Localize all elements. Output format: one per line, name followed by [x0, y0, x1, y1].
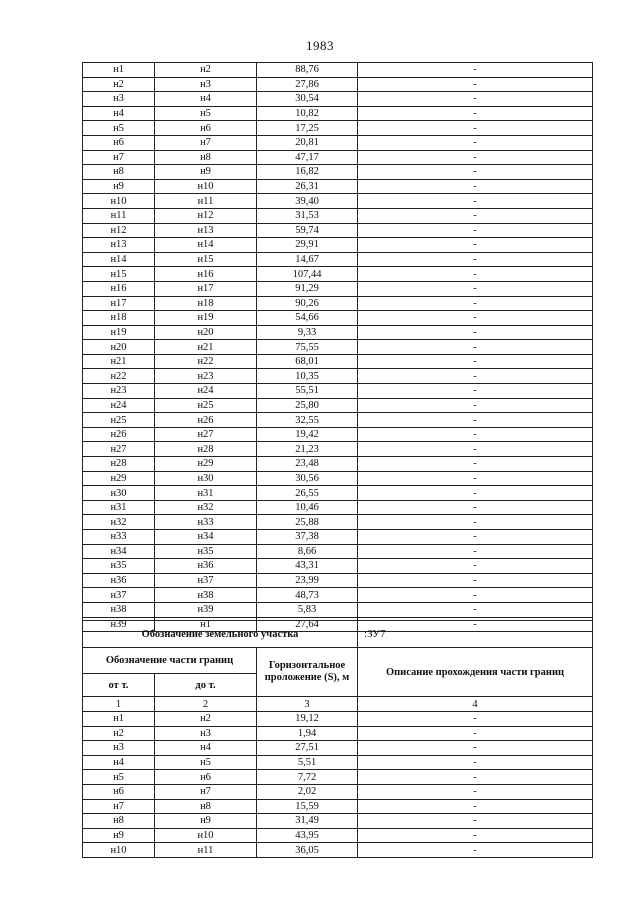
to-point-cell: н38: [155, 588, 257, 603]
to-point-cell: н6: [155, 121, 257, 136]
from-point-cell: н24: [83, 398, 155, 413]
to-point-cell: н13: [155, 223, 257, 238]
from-point-cell: н21: [83, 354, 155, 369]
table-row: [83, 340, 593, 355]
to-point-cell: н27: [155, 427, 257, 442]
from-point-cell: н8: [83, 814, 155, 829]
length-cell: 31,53: [257, 208, 358, 223]
table-row: [83, 311, 593, 326]
to-point-cell: н21: [155, 340, 257, 355]
to-point-cell: н24: [155, 384, 257, 399]
length-cell: 30,54: [257, 92, 358, 107]
from-point-cell: н30: [83, 486, 155, 501]
table-row: [83, 559, 593, 574]
table-row: [83, 267, 593, 282]
to-point-cell: н6: [155, 770, 257, 785]
description-cell: -: [358, 486, 593, 501]
table-row: [83, 712, 593, 727]
length-cell: 7,72: [257, 770, 358, 785]
to-point-cell: н28: [155, 442, 257, 457]
from-point-cell: н1: [83, 712, 155, 727]
table-row: [83, 223, 593, 238]
from-point-cell: н9: [83, 828, 155, 843]
description-cell: -: [358, 457, 593, 472]
table-row: [83, 843, 593, 858]
description-cell: -: [358, 92, 593, 107]
length-cell: 75,55: [257, 340, 358, 355]
to-point-cell: н5: [155, 755, 257, 770]
column-number-row: [83, 697, 593, 712]
length-cell: 88,76: [257, 63, 358, 78]
from-point-cell: н5: [83, 121, 155, 136]
length-cell: 23,99: [257, 573, 358, 588]
table-row: [83, 442, 593, 457]
table-row: [83, 427, 593, 442]
to-point-cell: н34: [155, 530, 257, 545]
from-point-cell: н32: [83, 515, 155, 530]
description-cell: -: [358, 471, 593, 486]
description-cell: -: [358, 281, 593, 296]
from-point-cell: н11: [83, 208, 155, 223]
description-cell: -: [358, 150, 593, 165]
description-cell: -: [358, 427, 593, 442]
table-row: [83, 92, 593, 107]
from-point-cell: н10: [83, 194, 155, 209]
table-row: [83, 828, 593, 843]
parcel-header: [83, 621, 593, 712]
column-number: 4: [358, 697, 593, 712]
table-row: [83, 165, 593, 180]
description-cell: -: [358, 588, 593, 603]
to-point-cell: н11: [155, 843, 257, 858]
description-cell: -: [358, 770, 593, 785]
from-point-cell: н37: [83, 588, 155, 603]
to-point-cell: н1: [155, 617, 257, 632]
from-point-cell: н26: [83, 427, 155, 442]
to-point-cell: н29: [155, 457, 257, 472]
description-cell: -: [358, 63, 593, 78]
description-cell: -: [358, 267, 593, 282]
length-cell: 90,26: [257, 296, 358, 311]
description-cell: -: [358, 500, 593, 515]
table-row: [83, 63, 593, 78]
table-row: [83, 457, 593, 472]
from-point-cell: н6: [83, 784, 155, 799]
column-number: 1: [83, 697, 155, 712]
to-point-cell: н11: [155, 194, 257, 209]
description-cell: -: [358, 384, 593, 399]
description-cell: -: [358, 573, 593, 588]
from-point-cell: н7: [83, 150, 155, 165]
length-cell: 15,59: [257, 799, 358, 814]
length-cell: 30,56: [257, 471, 358, 486]
to-point-cell: н35: [155, 544, 257, 559]
description-cell: -: [358, 559, 593, 574]
length-cell: 19,42: [257, 427, 358, 442]
length-cell: 54,66: [257, 311, 358, 326]
to-point-cell: н31: [155, 486, 257, 501]
description-cell: -: [358, 223, 593, 238]
length-cell: 29,91: [257, 238, 358, 253]
table-row: [83, 296, 593, 311]
table-row: [83, 515, 593, 530]
length-cell: 37,38: [257, 530, 358, 545]
boundary-rows: [83, 63, 593, 632]
length-cell: 91,29: [257, 281, 358, 296]
table-row: [83, 77, 593, 92]
table-row: [83, 588, 593, 603]
to-point-cell: н16: [155, 267, 257, 282]
from-point-header: от т.: [83, 674, 155, 697]
length-cell: 27,51: [257, 741, 358, 756]
from-point-cell: н3: [83, 741, 155, 756]
to-point-cell: н14: [155, 238, 257, 253]
description-cell: -: [358, 121, 593, 136]
to-point-cell: н39: [155, 602, 257, 617]
to-point-header: до т.: [155, 674, 257, 697]
table-row: [83, 500, 593, 515]
from-point-cell: н17: [83, 296, 155, 311]
length-cell: 5,83: [257, 602, 358, 617]
length-cell: 23,48: [257, 457, 358, 472]
from-point-cell: н39: [83, 617, 155, 632]
table-row: [83, 573, 593, 588]
to-point-cell: н10: [155, 179, 257, 194]
table-row: [83, 150, 593, 165]
length-cell: 19,12: [257, 712, 358, 727]
to-point-cell: н9: [155, 165, 257, 180]
table-row: [83, 530, 593, 545]
to-point-cell: н17: [155, 281, 257, 296]
table-row: [83, 726, 593, 741]
length-cell: 36,05: [257, 843, 358, 858]
from-point-cell: н8: [83, 165, 155, 180]
description-cell: -: [358, 354, 593, 369]
from-point-cell: н4: [83, 106, 155, 121]
parcel-designation-value: :ЗУ7: [358, 621, 593, 648]
to-point-cell: н3: [155, 726, 257, 741]
length-cell: 31,49: [257, 814, 358, 829]
table-row: [83, 486, 593, 501]
boundary-rows: [83, 712, 593, 858]
table-row: [83, 398, 593, 413]
to-point-cell: н9: [155, 814, 257, 829]
table-row: [83, 106, 593, 121]
to-point-cell: н20: [155, 325, 257, 340]
description-cell: -: [358, 106, 593, 121]
from-point-cell: н3: [83, 92, 155, 107]
table-row: [83, 413, 593, 428]
table-row: [83, 369, 593, 384]
length-cell: 21,23: [257, 442, 358, 457]
from-point-cell: н35: [83, 559, 155, 574]
to-point-cell: н18: [155, 296, 257, 311]
description-cell: -: [358, 515, 593, 530]
parcel-designation-label: Обозначение земельного участка: [83, 621, 358, 648]
table-row: [83, 755, 593, 770]
to-point-cell: н2: [155, 63, 257, 78]
from-point-cell: н12: [83, 223, 155, 238]
table-row: [83, 741, 593, 756]
description-cell: -: [358, 784, 593, 799]
from-point-cell: н29: [83, 471, 155, 486]
length-cell: 1,94: [257, 726, 358, 741]
to-point-cell: н8: [155, 799, 257, 814]
boundary-table-continued: [82, 62, 593, 632]
length-cell: 5,51: [257, 755, 358, 770]
description-cell: -: [358, 814, 593, 829]
from-point-cell: н20: [83, 340, 155, 355]
from-point-cell: н1: [83, 63, 155, 78]
table-row: [83, 602, 593, 617]
description-cell: -: [358, 712, 593, 727]
from-point-cell: н38: [83, 602, 155, 617]
horizontal-length-header: Горизонтальное проложение (S), м: [257, 648, 358, 697]
length-cell: 27,86: [257, 77, 358, 92]
description-cell: -: [358, 238, 593, 253]
from-point-cell: н5: [83, 770, 155, 785]
to-point-cell: н26: [155, 413, 257, 428]
to-point-cell: н15: [155, 252, 257, 267]
parcel-zu7-table: [82, 620, 593, 858]
length-cell: 2,02: [257, 784, 358, 799]
to-point-cell: н33: [155, 515, 257, 530]
description-cell: -: [358, 194, 593, 209]
to-point-cell: н22: [155, 354, 257, 369]
to-point-cell: н37: [155, 573, 257, 588]
to-point-cell: н3: [155, 77, 257, 92]
to-point-cell: н25: [155, 398, 257, 413]
length-cell: 47,17: [257, 150, 358, 165]
parts-of-boundary-header: Обозначение части границ: [83, 648, 257, 674]
length-cell: 14,67: [257, 252, 358, 267]
to-point-cell: н8: [155, 150, 257, 165]
description-cell: -: [358, 325, 593, 340]
description-cell: -: [358, 179, 593, 194]
column-number: 2: [155, 697, 257, 712]
description-cell: -: [358, 602, 593, 617]
length-cell: 43,95: [257, 828, 358, 843]
from-point-cell: н15: [83, 267, 155, 282]
description-cell: -: [358, 544, 593, 559]
table-row: [83, 238, 593, 253]
description-cell: -: [358, 741, 593, 756]
length-cell: 20,81: [257, 135, 358, 150]
table-row: [83, 208, 593, 223]
to-point-cell: н4: [155, 92, 257, 107]
from-point-cell: н14: [83, 252, 155, 267]
to-point-cell: н32: [155, 500, 257, 515]
length-cell: 39,40: [257, 194, 358, 209]
table-row: [83, 354, 593, 369]
length-cell: 10,35: [257, 369, 358, 384]
from-point-cell: н2: [83, 726, 155, 741]
length-cell: 10,82: [257, 106, 358, 121]
from-point-cell: н27: [83, 442, 155, 457]
description-cell: -: [358, 799, 593, 814]
description-cell: -: [358, 340, 593, 355]
length-cell: 68,01: [257, 354, 358, 369]
table-row: [83, 384, 593, 399]
length-cell: 8,66: [257, 544, 358, 559]
from-point-cell: н34: [83, 544, 155, 559]
length-cell: 9,33: [257, 325, 358, 340]
description-cell: -: [358, 369, 593, 384]
from-point-cell: н23: [83, 384, 155, 399]
to-point-cell: н19: [155, 311, 257, 326]
from-point-cell: н16: [83, 281, 155, 296]
from-point-cell: н22: [83, 369, 155, 384]
description-header: Описание прохождения части границ: [358, 648, 593, 697]
description-cell: -: [358, 77, 593, 92]
to-point-cell: н12: [155, 208, 257, 223]
from-point-cell: н9: [83, 179, 155, 194]
length-cell: 17,25: [257, 121, 358, 136]
table-row: [83, 179, 593, 194]
from-point-cell: н36: [83, 573, 155, 588]
table-row: [83, 325, 593, 340]
from-point-cell: н31: [83, 500, 155, 515]
description-cell: -: [358, 530, 593, 545]
table-row: [83, 544, 593, 559]
table-row: [83, 799, 593, 814]
description-cell: -: [358, 617, 593, 632]
from-point-cell: н13: [83, 238, 155, 253]
table-row: [83, 252, 593, 267]
length-cell: 26,31: [257, 179, 358, 194]
from-point-cell: н4: [83, 755, 155, 770]
from-point-cell: н7: [83, 799, 155, 814]
column-number: 3: [257, 697, 358, 712]
to-point-cell: н4: [155, 741, 257, 756]
to-point-cell: н7: [155, 135, 257, 150]
description-cell: -: [358, 726, 593, 741]
from-point-cell: н19: [83, 325, 155, 340]
description-cell: -: [358, 843, 593, 858]
from-point-cell: н18: [83, 311, 155, 326]
length-cell: 43,31: [257, 559, 358, 574]
from-point-cell: н10: [83, 843, 155, 858]
length-cell: 16,82: [257, 165, 358, 180]
table-row: [83, 814, 593, 829]
length-cell: 25,88: [257, 515, 358, 530]
description-cell: -: [358, 252, 593, 267]
table-row: [83, 135, 593, 150]
to-point-cell: н5: [155, 106, 257, 121]
table-row: [83, 194, 593, 209]
length-cell: 10,46: [257, 500, 358, 515]
description-cell: -: [358, 165, 593, 180]
page-number: 1983: [306, 38, 334, 53]
to-point-cell: н23: [155, 369, 257, 384]
length-cell: 107,44: [257, 267, 358, 282]
table-row: [83, 281, 593, 296]
to-point-cell: н36: [155, 559, 257, 574]
to-point-cell: н7: [155, 784, 257, 799]
length-cell: 48,73: [257, 588, 358, 603]
table-row: [83, 770, 593, 785]
description-cell: -: [358, 413, 593, 428]
description-cell: -: [358, 311, 593, 326]
description-cell: -: [358, 755, 593, 770]
from-point-cell: н28: [83, 457, 155, 472]
to-point-cell: н2: [155, 712, 257, 727]
to-point-cell: н10: [155, 828, 257, 843]
description-cell: -: [358, 828, 593, 843]
table-row: [83, 471, 593, 486]
description-cell: -: [358, 442, 593, 457]
from-point-cell: н33: [83, 530, 155, 545]
to-point-cell: н30: [155, 471, 257, 486]
from-point-cell: н2: [83, 77, 155, 92]
length-cell: 26,55: [257, 486, 358, 501]
description-cell: -: [358, 208, 593, 223]
length-cell: 32,55: [257, 413, 358, 428]
length-cell: 59,74: [257, 223, 358, 238]
table-row: [83, 121, 593, 136]
description-cell: -: [358, 296, 593, 311]
length-cell: 25,80: [257, 398, 358, 413]
from-point-cell: н25: [83, 413, 155, 428]
table-row: [83, 784, 593, 799]
from-point-cell: н6: [83, 135, 155, 150]
description-cell: -: [358, 398, 593, 413]
description-cell: -: [358, 135, 593, 150]
length-cell: 55,51: [257, 384, 358, 399]
length-cell: 27,64: [257, 617, 358, 632]
